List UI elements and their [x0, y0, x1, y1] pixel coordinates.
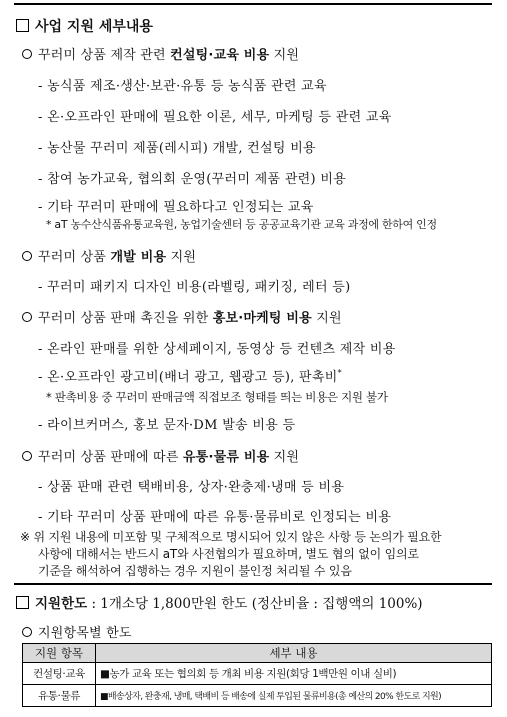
footnote-line: 기준을 해석하여 집행하는 경우 지원이 불인정 처리될 수 있음: [38, 564, 352, 578]
item-consulting-heading: 꾸러미 상품 제작 관련 컨설팅·교육 비용 지원: [22, 44, 299, 63]
section1-top-rule: [14, 3, 492, 5]
item-development-heading: 꾸러미 상품 개발 비용 지원: [22, 246, 196, 265]
note: * 판촉비용 중 꾸러미 판매금액 직접보조 형태를 띄는 비용은 지원 불가: [46, 390, 388, 404]
circle-bullet-icon: [22, 451, 32, 461]
limit-table: [22, 643, 492, 707]
list-item: - 라이브커머스, 홍보 문자·DM 발송 비용 등: [38, 418, 296, 433]
footnote-line: ※ 위 지원 내용에 미포함 및 구체적으로 명시되어 있지 않은 사항 등 논의가 필요한: [20, 530, 442, 544]
note: * aT 농수산식품유통교육원, 농업기술센터 등 공공교육기관 교육 과정에 한하여 인정: [46, 218, 437, 231]
circle-bullet-icon: [22, 49, 32, 59]
list-item: - 농식품 제조·생산·보관·유통 등 농식품 관련 교육: [38, 79, 327, 94]
table-cell: ■농가 교육 또는 협의회 등 개최 비용 지원(회당 1백만원 이내 실비): [96, 663, 492, 685]
item-marketing-heading: 꾸러미 상품 판매 촉진을 위한 홍보·마케팅 비용 지원: [22, 307, 342, 326]
checkbox-square-icon: [16, 19, 29, 32]
table-cell: 유통·물류: [23, 685, 96, 707]
list-item: - 온·오프라인 판매에 필요한 이론, 세무, 마케팅 등 관련 교육: [38, 110, 392, 125]
list-item: - 기타 꾸러미 판매에 필요하다고 인정되는 교육: [38, 200, 314, 215]
item-logistics-heading: 꾸러미 상품 판매에 따른 유통·물류 비용 지원: [22, 446, 299, 465]
column-header: 세부 내용: [96, 644, 492, 663]
table-cell: 컨설팅·교육: [23, 663, 96, 685]
list-item: - 상품 판매 관련 택배비용, 상자·완충제·냉매 등 비용: [38, 480, 345, 495]
table-cell: ■배송상자, 완충재, 냉매, 택배비 등 배송에 실제 투입된 물류비용(총 예산의 20% 한도로 지원): [96, 685, 492, 707]
limit-subtitle: 지원항목별 한도: [22, 622, 132, 641]
section2-top-rule: [14, 583, 492, 585]
table-header-row: [23, 644, 492, 663]
table-row: [23, 663, 492, 685]
list-item: - 꾸러미 패키지 디자인 비용(라벨링, 패키징, 레터 등): [38, 280, 351, 295]
circle-bullet-icon: [22, 312, 32, 322]
list-item: - 농산물 꾸러미 제품(레시피) 개발, 컨설팅 비용: [38, 141, 316, 156]
checkbox-square-icon: [16, 596, 29, 609]
section1-title: 사업 지원 세부내용: [16, 16, 153, 36]
table-row: [23, 685, 492, 707]
section2-title: 지원한도 : 1개소당 1,800만원 한도 (정산비율 : 집행액의 100%): [16, 592, 423, 612]
list-item: - 기타 꾸러미 상품 판매에 따른 유통·물류비로 인정되는 비용: [38, 510, 392, 525]
list-item: - 온·오프라인 광고비(배너 광고, 웹광고 등), 판촉비*: [38, 368, 342, 385]
circle-bullet-icon: [22, 251, 32, 261]
column-header: 지원 항목: [23, 644, 96, 663]
footnote-line: 사항에 대해서는 반드시 aT와 사전협의가 필요하며, 별도 협의 없이 임의로: [38, 547, 419, 561]
list-item: - 참여 농가교육, 협의회 운영(꾸러미 제품 관련) 비용: [38, 172, 347, 187]
circle-bullet-icon: [22, 627, 32, 637]
list-item: - 온라인 판매를 위한 상세페이지, 동영상 등 컨텐츠 제작 비용: [38, 342, 396, 357]
